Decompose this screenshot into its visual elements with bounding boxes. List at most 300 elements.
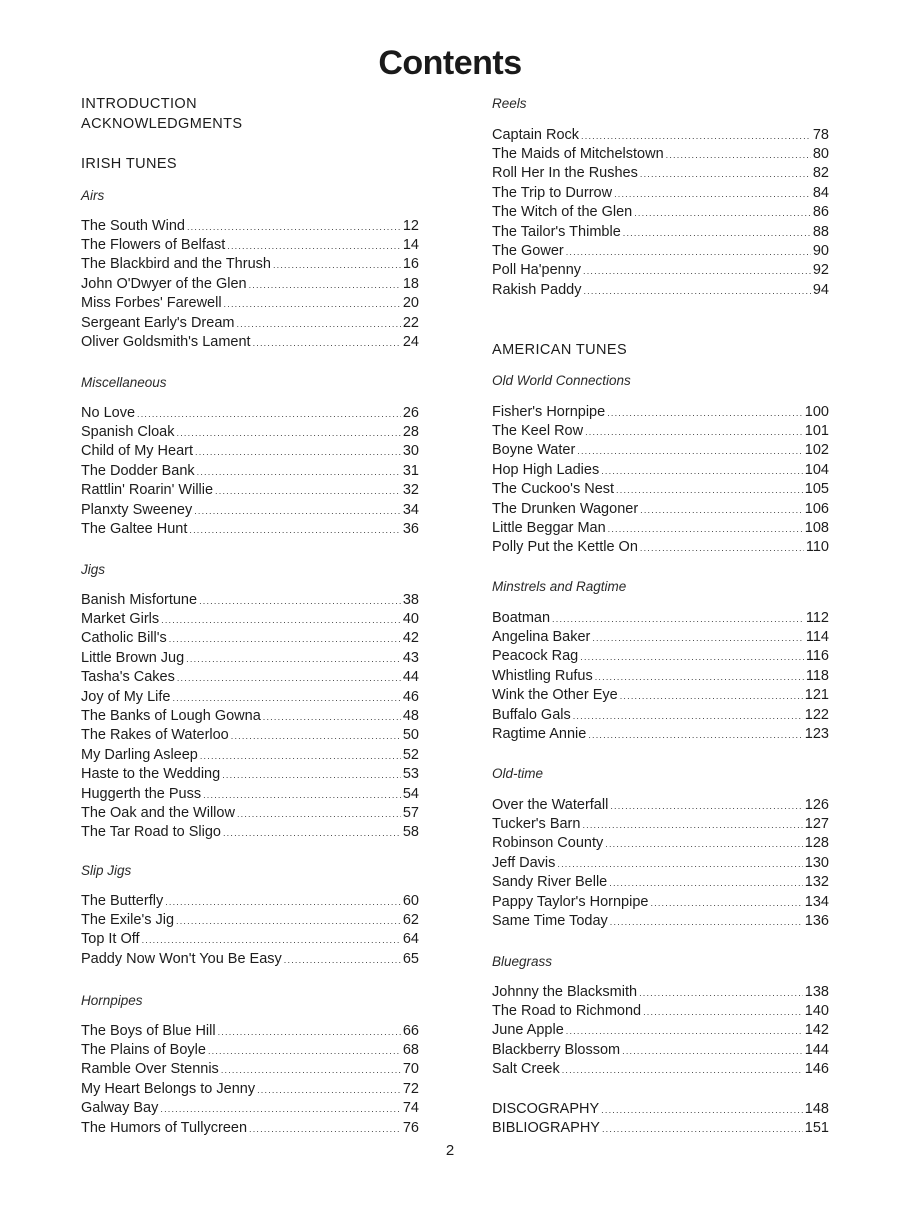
toc-entry[interactable]: [81, 823, 419, 842]
entry-title: The Dodder Bank: [81, 462, 195, 479]
toc-entry[interactable]: [81, 217, 419, 236]
dot-leader: [605, 835, 803, 854]
dot-leader: [643, 1003, 803, 1022]
entry-page-number: 78: [812, 126, 829, 143]
entry-title: Peacock Rag: [492, 648, 579, 665]
dot-leader: [161, 611, 401, 630]
entry-page-number: 44: [402, 669, 419, 686]
toc-entry[interactable]: [492, 796, 829, 815]
entry-page-number: 92: [812, 262, 829, 279]
toc-entry[interactable]: [81, 930, 419, 949]
dot-leader: [620, 687, 803, 706]
entry-page-number: 101: [804, 422, 829, 439]
toc-entry[interactable]: [81, 333, 419, 352]
dot-leader: [623, 224, 811, 243]
toc-entry[interactable]: [492, 145, 829, 164]
toc-entry[interactable]: [492, 1100, 829, 1119]
toc-entry[interactable]: [81, 314, 419, 333]
toc-entry[interactable]: [492, 1041, 829, 1060]
entry-title: John O'Dwyer of the Glen: [81, 275, 247, 292]
entry-title: Tucker's Barn: [492, 815, 581, 832]
entry-page-number: 123: [804, 725, 829, 742]
toc-entry[interactable]: [81, 591, 419, 610]
entry-title: Catholic Bill's: [81, 630, 167, 647]
toc-entry[interactable]: [81, 726, 419, 745]
dot-leader: [583, 282, 810, 301]
dot-leader: [640, 539, 804, 558]
entry-page-number: 70: [402, 1061, 419, 1078]
entry-page-number: 108: [804, 519, 829, 536]
dot-leader: [616, 481, 803, 500]
entry-title: Captain Rock: [492, 126, 580, 143]
toc-entry[interactable]: [81, 668, 419, 687]
section-heading-old-time: Old-time: [492, 766, 544, 781]
entry-title: The Tailor's Thimble: [492, 223, 621, 240]
entry-title: Rattlin' Roarin' Willie: [81, 482, 214, 499]
entry-page-number: 127: [804, 815, 829, 832]
entry-page-number: 53: [402, 766, 419, 783]
dot-leader: [608, 520, 803, 539]
entry-title: The Oak and the Willow: [81, 804, 235, 821]
entry-title: The Keel Row: [492, 422, 584, 439]
toc-entry[interactable]: [81, 911, 419, 930]
dot-leader: [566, 243, 811, 262]
dot-leader: [177, 424, 401, 443]
toc-entry[interactable]: [492, 281, 829, 300]
dot-leader: [142, 931, 401, 950]
entry-title: DISCOGRAPHY: [492, 1100, 600, 1117]
entry-page-number: 121: [804, 687, 829, 704]
entry-page-number: 28: [402, 423, 419, 440]
entry-page-number: 106: [804, 500, 829, 517]
section-heading-airs: Airs: [81, 188, 105, 203]
dot-leader: [601, 1101, 803, 1120]
dot-leader: [592, 629, 804, 648]
dot-leader: [610, 797, 802, 816]
dot-leader: [257, 1081, 401, 1100]
toc-entry[interactable]: [492, 706, 829, 725]
entry-page-number: 90: [812, 242, 829, 259]
toc-entry[interactable]: [492, 912, 829, 931]
entry-page-number: 100: [804, 403, 829, 420]
dot-leader: [573, 707, 803, 726]
entry-page-number: 88: [812, 223, 829, 240]
toc-entry[interactable]: [492, 609, 829, 628]
dot-leader: [666, 146, 811, 165]
entry-title: The Witch of the Glen: [492, 204, 633, 221]
dot-leader: [223, 824, 401, 843]
entry-page-number: 102: [804, 442, 829, 459]
entry-title: The Butterfly: [81, 892, 164, 909]
toc-entry[interactable]: [492, 667, 829, 686]
toc-entry[interactable]: [81, 629, 419, 648]
toc-entry[interactable]: [81, 688, 419, 707]
toc-entry[interactable]: [81, 442, 419, 461]
entry-title: Poll Ha'penny: [492, 262, 582, 279]
entry-page-number: 22: [402, 314, 419, 331]
toc-entry[interactable]: [492, 223, 829, 242]
entry-title: Salt Creek: [492, 1061, 560, 1078]
dot-leader: [237, 805, 401, 824]
entry-page-number: 65: [402, 950, 419, 967]
entry-page-number: 80: [812, 145, 829, 162]
toc-entry[interactable]: [492, 815, 829, 834]
entry-page-number: 104: [804, 461, 829, 478]
entry-title: Planxty Sweeney: [81, 501, 193, 518]
dot-leader: [249, 276, 401, 295]
entry-title: The Galtee Hunt: [81, 520, 188, 537]
toc-entry[interactable]: [492, 164, 829, 183]
toc-entry[interactable]: [81, 1119, 419, 1138]
entry-page-number: 151: [804, 1119, 829, 1136]
dot-leader: [186, 650, 401, 669]
toc-entry[interactable]: [81, 275, 419, 294]
toc-entry[interactable]: [492, 1021, 829, 1040]
dot-leader: [602, 1120, 803, 1139]
dot-leader: [557, 855, 802, 874]
entry-title: Whistling Rufus: [492, 667, 593, 684]
toc-entry[interactable]: [81, 804, 419, 823]
dot-leader: [639, 984, 803, 1003]
entry-title: Pappy Taylor's Hornpipe: [492, 893, 649, 910]
dot-leader: [610, 913, 803, 932]
dot-leader: [224, 295, 401, 314]
toc-entry[interactable]: [81, 236, 419, 255]
dot-leader: [577, 442, 803, 461]
entry-title: Rakish Paddy: [492, 281, 582, 298]
entry-page-number: 54: [402, 785, 419, 802]
american-tunes-heading: AMERICAN TUNES: [492, 342, 628, 358]
entry-title: The Blackbird and the Thrush: [81, 256, 271, 273]
toc-entry[interactable]: [81, 294, 419, 313]
toc-entry[interactable]: [81, 746, 419, 765]
dot-leader: [284, 951, 401, 970]
entry-title: Sandy River Belle: [492, 874, 608, 891]
toc-entry[interactable]: [492, 500, 829, 519]
entry-page-number: 74: [402, 1100, 419, 1117]
dot-leader: [253, 334, 401, 353]
dot-leader: [215, 482, 401, 501]
dot-leader: [200, 747, 401, 766]
dot-leader: [273, 256, 401, 275]
toc-entry[interactable]: [492, 725, 829, 744]
dot-leader: [566, 1022, 803, 1041]
section-heading-slip-jigs: Slip Jigs: [81, 863, 132, 878]
entry-title: Johnny the Blacksmith: [492, 983, 638, 1000]
dot-leader: [650, 894, 802, 913]
toc-entry[interactable]: [81, 520, 419, 539]
toc-entry[interactable]: [81, 1080, 419, 1099]
entry-page-number: 64: [402, 931, 419, 948]
toc-entry[interactable]: [492, 647, 829, 666]
toc-entry[interactable]: [81, 404, 419, 423]
entry-page-number: 58: [402, 824, 419, 841]
dot-leader: [195, 443, 401, 462]
entry-title: Polly Put the Kettle On: [492, 539, 638, 556]
entry-page-number: 136: [804, 912, 829, 929]
section-heading-minstrels-and-ragtime: Minstrels and Ragtime: [492, 579, 627, 594]
dot-leader: [160, 1100, 400, 1119]
entry-title: Ragtime Annie: [492, 725, 587, 742]
entry-title: The Flowers of Belfast: [81, 236, 226, 253]
dot-leader: [607, 404, 803, 423]
dot-leader: [581, 127, 811, 146]
toc-entry[interactable]: [81, 462, 419, 481]
entry-title: Galway Bay: [81, 1100, 159, 1117]
dot-leader: [231, 727, 401, 746]
toc-entry[interactable]: [81, 1041, 419, 1060]
entry-title: Little Brown Jug: [81, 649, 185, 666]
entry-title: No Love: [81, 404, 136, 421]
entry-page-number: 76: [402, 1119, 419, 1136]
toc-entry[interactable]: [81, 423, 419, 442]
entry-page-number: 140: [804, 1002, 829, 1019]
entry-page-number: 52: [402, 746, 419, 763]
entry-title: Fisher's Hornpipe: [492, 403, 606, 420]
section-heading-hornpipes: Hornpipes: [81, 993, 143, 1008]
entry-page-number: 72: [402, 1080, 419, 1097]
dot-leader: [165, 893, 401, 912]
dot-leader: [601, 462, 803, 481]
entry-page-number: 16: [402, 256, 419, 273]
entry-page-number: 26: [402, 404, 419, 421]
acknowledgments-link[interactable]: ACKNOWLEDGMENTS: [81, 116, 243, 132]
entry-title: Sergeant Early's Dream: [81, 314, 235, 331]
entry-page-number: 86: [812, 204, 829, 221]
entry-title: Robinson County: [492, 835, 604, 852]
entry-title: My Heart Belongs to Jenny: [81, 1080, 256, 1097]
toc-entry[interactable]: [492, 834, 829, 853]
entry-page-number: 110: [805, 539, 829, 556]
entry-title: Wink the Other Eye: [492, 687, 618, 704]
entry-page-number: 30: [402, 443, 419, 460]
entry-page-number: 14: [402, 236, 419, 253]
entry-title: Same Time Today: [492, 912, 608, 929]
section-heading-miscellaneous: Miscellaneous: [81, 375, 167, 390]
entry-page-number: 105: [804, 481, 829, 498]
entry-page-number: 116: [805, 648, 829, 665]
entry-page-number: 60: [402, 892, 419, 909]
section-heading-bluegrass: Bluegrass: [492, 954, 553, 969]
toc-entry[interactable]: [492, 461, 829, 480]
entry-title: Ramble Over Stennis: [81, 1061, 219, 1078]
entry-page-number: 66: [402, 1022, 419, 1039]
irish-tunes-heading: IRISH TUNES: [81, 156, 177, 172]
toc-entry[interactable]: [492, 1002, 829, 1021]
toc-entry[interactable]: [81, 765, 419, 784]
entry-title: Spanish Cloak: [81, 423, 175, 440]
dot-leader: [199, 592, 401, 611]
entry-title: The Exile's Jig: [81, 911, 175, 928]
entry-title: Jeff Davis: [492, 854, 556, 871]
dot-leader: [640, 165, 811, 184]
dot-leader: [580, 648, 804, 667]
entry-page-number: 20: [402, 295, 419, 312]
entry-page-number: 43: [402, 649, 419, 666]
toc-entry[interactable]: [492, 441, 829, 460]
section-heading-jigs: Jigs: [81, 562, 106, 577]
entry-page-number: 24: [402, 333, 419, 350]
entry-title: June Apple: [492, 1022, 564, 1039]
toc-entry[interactable]: [492, 261, 829, 280]
entry-title: The Trip to Durrow: [492, 184, 613, 201]
entry-page-number: 112: [805, 609, 829, 626]
entry-title: The Drunken Wagoner: [492, 500, 639, 517]
entry-page-number: 114: [805, 628, 829, 645]
entry-page-number: 138: [804, 983, 829, 1000]
toc-entry[interactable]: [492, 203, 829, 222]
dot-leader: [218, 1023, 401, 1042]
toc-entry[interactable]: [81, 649, 419, 668]
dot-leader: [236, 315, 400, 334]
dot-leader: [585, 423, 803, 442]
toc-entry[interactable]: [492, 184, 829, 203]
entry-page-number: 122: [804, 706, 829, 723]
dot-leader: [582, 816, 802, 835]
toc-entry[interactable]: [81, 1060, 419, 1079]
entry-title: Hop High Ladies: [492, 461, 600, 478]
dot-leader: [552, 610, 804, 629]
toc-entry[interactable]: [492, 480, 829, 499]
entry-page-number: 128: [804, 835, 829, 852]
entry-page-number: 48: [402, 707, 419, 724]
entry-page-number: 12: [402, 217, 419, 234]
dot-leader: [176, 912, 401, 931]
dot-leader: [169, 630, 401, 649]
entry-page-number: 130: [804, 854, 829, 871]
entry-page-number: 126: [804, 796, 829, 813]
entry-title: Market Girls: [81, 610, 160, 627]
dot-leader: [614, 185, 811, 204]
dot-leader: [640, 501, 803, 520]
dot-leader: [227, 237, 401, 256]
dot-leader: [177, 669, 401, 688]
toc-entry[interactable]: [81, 1099, 419, 1118]
toc-entry[interactable]: [492, 873, 829, 892]
entry-title: The Gower: [492, 242, 564, 259]
toc-entry[interactable]: [492, 519, 829, 538]
entry-title: The Tar Road to Sligo: [81, 824, 221, 841]
entry-page-number: 144: [804, 1041, 829, 1058]
toc-entry[interactable]: [81, 610, 419, 629]
dot-leader: [583, 262, 811, 281]
introduction-link[interactable]: INTRODUCTION: [81, 96, 197, 112]
dot-leader: [172, 689, 400, 708]
entry-page-number: 36: [402, 520, 419, 537]
toc-entry[interactable]: [81, 501, 419, 520]
entry-page-number: 142: [804, 1022, 829, 1039]
entry-title: Boatman: [492, 609, 551, 626]
entry-page-number: 38: [402, 591, 419, 608]
toc-entry[interactable]: [492, 1119, 829, 1138]
toc-entry[interactable]: [492, 686, 829, 705]
entry-title: Tasha's Cakes: [81, 669, 175, 686]
entry-page-number: 32: [402, 482, 419, 499]
dot-leader: [203, 786, 401, 805]
dot-leader: [208, 1042, 401, 1061]
entry-title: Oliver Goldsmith's Lament: [81, 333, 251, 350]
dot-leader: [221, 1061, 401, 1080]
dot-leader: [622, 1042, 803, 1061]
dot-leader: [609, 874, 803, 893]
page-number: 2: [445, 1142, 455, 1159]
entry-title: The Rakes of Waterloo: [81, 727, 229, 744]
toc-entry[interactable]: [492, 242, 829, 261]
entry-page-number: 57: [402, 804, 419, 821]
toc-entry[interactable]: [492, 628, 829, 647]
dot-leader: [197, 463, 401, 482]
entry-page-number: 84: [812, 184, 829, 201]
entry-page-number: 82: [812, 165, 829, 182]
entry-page-number: 50: [402, 727, 419, 744]
dot-leader: [634, 204, 811, 223]
entry-title: Huggerth the Puss: [81, 785, 202, 802]
toc-entry[interactable]: [492, 1060, 829, 1079]
toc-entry[interactable]: [81, 481, 419, 500]
dot-leader: [595, 668, 804, 687]
entry-page-number: 68: [402, 1041, 419, 1058]
entry-page-number: 146: [804, 1061, 829, 1078]
entry-title: Boyne Water: [492, 442, 576, 459]
dot-leader: [263, 708, 401, 727]
entry-page-number: 40: [402, 610, 419, 627]
toc-entry[interactable]: [81, 1022, 419, 1041]
entry-title: My Darling Asleep: [81, 746, 198, 763]
section-heading-old-world-connections: Old World Connections: [492, 373, 631, 388]
entry-title: Banish Misfortune: [81, 591, 198, 608]
dot-leader: [194, 502, 401, 521]
entry-title: Angelina Baker: [492, 628, 591, 645]
dot-leader: [189, 521, 400, 540]
entry-title: The South Wind: [81, 217, 185, 234]
entry-page-number: 62: [402, 911, 419, 928]
toc-entry[interactable]: [81, 707, 419, 726]
entry-title: Little Beggar Man: [492, 519, 606, 536]
dot-leader: [187, 218, 401, 237]
entry-title: Joy of My Life: [81, 688, 171, 705]
dot-leader: [137, 405, 401, 424]
entry-title: Paddy Now Won't You Be Easy: [81, 950, 282, 967]
entry-title: The Humors of Tullycreen: [81, 1119, 248, 1136]
section-heading-reels: Reels: [492, 96, 527, 111]
toc-entry[interactable]: [81, 892, 419, 911]
entry-page-number: 148: [804, 1100, 829, 1117]
toc-entry[interactable]: [492, 893, 829, 912]
toc-entry[interactable]: [492, 854, 829, 873]
entry-page-number: 46: [402, 688, 419, 705]
toc-entry[interactable]: [492, 983, 829, 1002]
dot-leader: [562, 1061, 803, 1080]
entry-page-number: 31: [402, 462, 419, 479]
dot-leader: [222, 766, 401, 785]
toc-entry[interactable]: [492, 422, 829, 441]
toc-entry[interactable]: [492, 126, 829, 145]
entry-title: The Banks of Lough Gowna: [81, 707, 261, 724]
toc-entry[interactable]: [81, 255, 419, 274]
entry-title: Child of My Heart: [81, 443, 194, 460]
entry-title: The Boys of Blue Hill: [81, 1022, 216, 1039]
entry-title: The Plains of Boyle: [81, 1041, 206, 1058]
toc-entry[interactable]: [492, 538, 829, 557]
dot-leader: [588, 726, 802, 745]
toc-entry[interactable]: [81, 950, 419, 969]
dot-leader: [249, 1120, 401, 1139]
toc-entry[interactable]: [492, 403, 829, 422]
entry-title: Top It Off: [81, 931, 140, 948]
toc-entry[interactable]: [81, 785, 419, 804]
page-title: Contents: [378, 44, 522, 82]
entry-title: The Cuckoo's Nest: [492, 481, 615, 498]
